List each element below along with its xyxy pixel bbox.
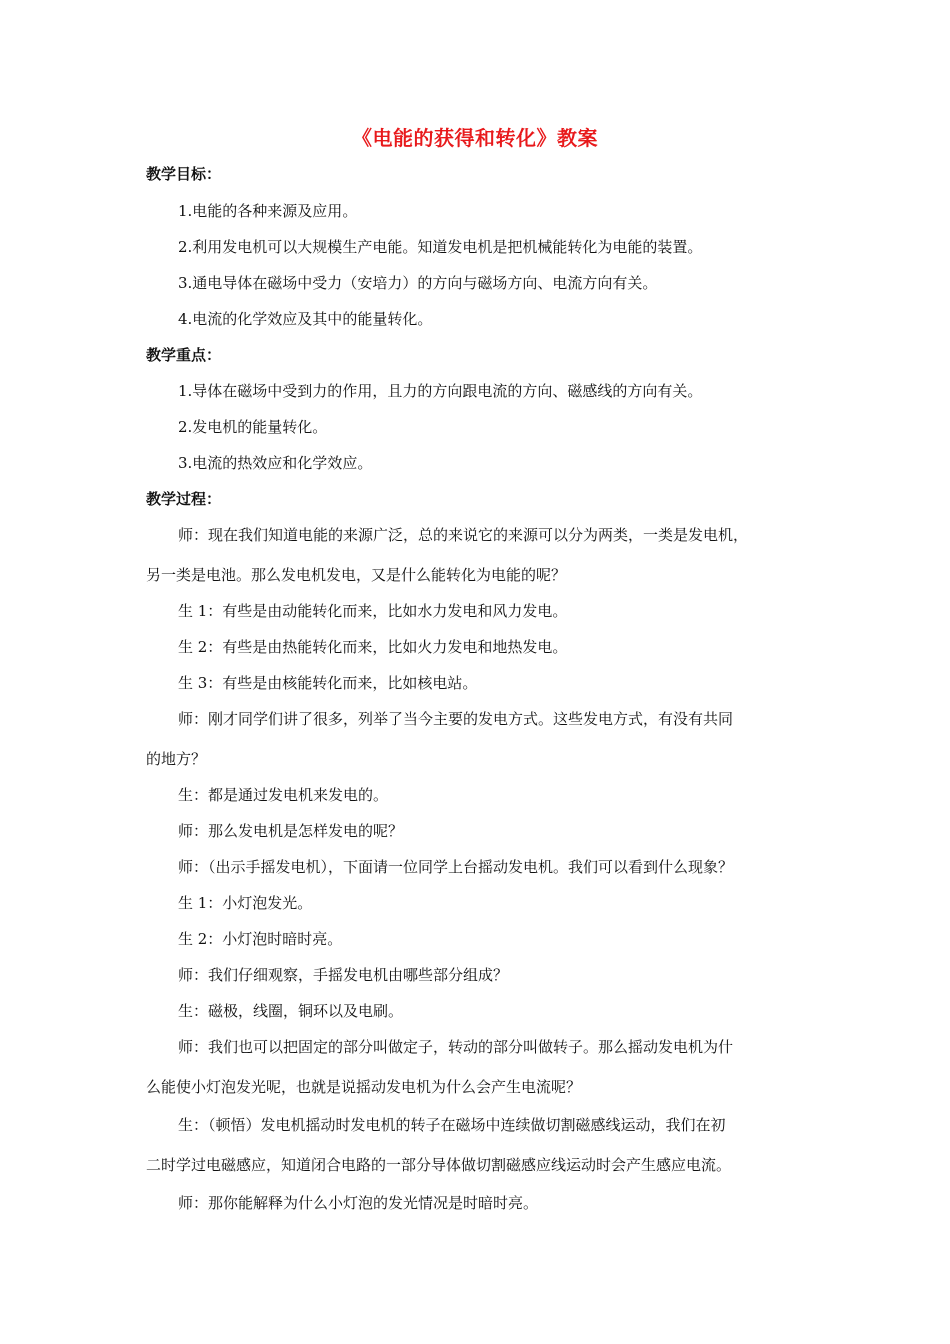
dialogue-line: 生 2：有些是由热能转化而来，比如火力发电和地热发电。 (178, 638, 568, 656)
objective-item: 1.电能的各种来源及应用。 (178, 202, 358, 220)
dialogue-line: 师：我们仔细观察，手摇发电机由哪些部分组成？ (178, 966, 509, 984)
dialogue-line: 师：那么发电机是怎样发电的呢？ (178, 822, 404, 840)
key-point-item: 3.电流的热效应和化学效应。 (178, 454, 373, 472)
dialogue-line: 生 2：小灯泡时暗时亮。 (178, 930, 343, 948)
dialogue-line: 师：我们也可以把固定的部分叫做定子，转动的部分叫做转子。那么摇动发电机为什 (178, 1038, 734, 1056)
dialogue-line: 师：（出示手摇发电机），下面请一位同学上台摇动发电机。我们可以看到什么现象？ (178, 858, 734, 876)
dialogue-line: 的地方？ (146, 750, 207, 768)
process-heading: 教学过程： (146, 490, 222, 508)
dialogue-line: 生 3：有些是由核能转化而来，比如核电站。 (178, 674, 478, 692)
dialogue-line: 另一类是电池。那么发电机发电，又是什么能转化为电能的呢？ (146, 566, 567, 584)
dialogue-line: 生：都是通过发电机来发电的。 (178, 786, 389, 804)
objectives-heading: 教学目标： (146, 165, 222, 183)
dialogue-line: 生 1：小灯泡发光。 (178, 894, 313, 912)
dialogue-line: 生 1：有些是由动能转化而来，比如水力发电和风力发电。 (178, 602, 568, 620)
objective-item: 4.电流的化学效应及其中的能量转化。 (178, 310, 433, 328)
dialogue-line: 师：那你能解释为什么小灯泡的发光情况是时暗时亮。 (178, 1194, 539, 1212)
objective-item: 3.通电导体在磁场中受力（安培力）的方向与磁场方向、电流方向有关。 (178, 274, 658, 292)
dialogue-line: 生：磁极，线圈，铜环以及电刷。 (178, 1002, 404, 1020)
dialogue-line: 师：现在我们知道电能的来源广泛，总的来说它的来源可以分为两类，一类是发电机， (178, 526, 749, 544)
key-points-heading: 教学重点： (146, 346, 222, 364)
document-title: 《电能的获得和转化》教案 (352, 126, 598, 150)
dialogue-line: 生：（顿悟）发电机摇动时发电机的转子在磁场中连续做切割磁感线运动，我们在初 (178, 1116, 726, 1134)
key-point-item: 1.导体在磁场中受到力的作用，且力的方向跟电流的方向、磁感线的方向有关。 (178, 382, 703, 400)
dialogue-line: 二时学过电磁感应，知道闭合电路的一部分导体做切割磁感应线运动时会产生感应电流。 (146, 1156, 732, 1174)
dialogue-line: 师：刚才同学们讲了很多，列举了当今主要的发电方式。这些发电方式，有没有共同 (178, 710, 734, 728)
objective-item: 2.利用发电机可以大规模生产电能。知道发电机是把机械能转化为电能的装置。 (178, 238, 703, 256)
dialogue-line: 么能使小灯泡发光呢，也就是说摇动发电机为什么会产生电流呢？ (146, 1078, 582, 1096)
key-point-item: 2.发电机的能量转化。 (178, 418, 328, 436)
